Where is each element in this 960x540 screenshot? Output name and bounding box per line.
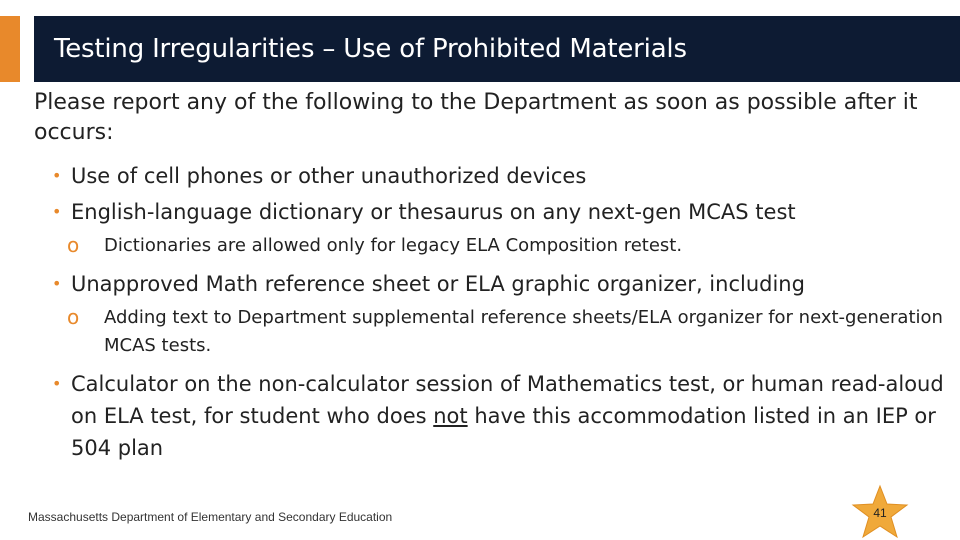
sub-bullet-item: o Adding text to Department supplemental reference sheets/ELA organizer for next-generation MCAS tests. (67, 304, 952, 360)
bullet-text: have this accommodation listed in an IEP or 504 plan (71, 404, 936, 460)
bullet-item: • Use of cell phones or other unauthorized devices (52, 160, 952, 192)
footer-text: Massachusetts Department of Elementary and Secondary Education (28, 510, 393, 524)
bullet-list (52, 160, 952, 464)
intro-text: Please report any of the following to the Department as soon as possible after it occurs: (34, 90, 918, 145)
title-bar (34, 16, 960, 82)
bullet-item: • English-language dictionary or thesaurus on any next-gen MCAS test (52, 196, 952, 228)
bullet-item (52, 368, 952, 464)
underlined-word: not (433, 404, 468, 428)
bullet-item: • Unapproved Math reference sheet or ELA graphic organizer, including (52, 268, 952, 300)
accent-bar (0, 16, 20, 82)
page-number: 41 (873, 506, 887, 520)
slide-title: Testing Irregularities – Use of Prohibited Materials (54, 34, 687, 64)
bullet-text: Calculator on the non-calculator session of Mathematics test, or human read-aloud on ELA test, for student who does (71, 372, 944, 428)
sub-bullet-item: o Dictionaries are allowed only for legacy ELA Composition retest. (67, 232, 952, 260)
